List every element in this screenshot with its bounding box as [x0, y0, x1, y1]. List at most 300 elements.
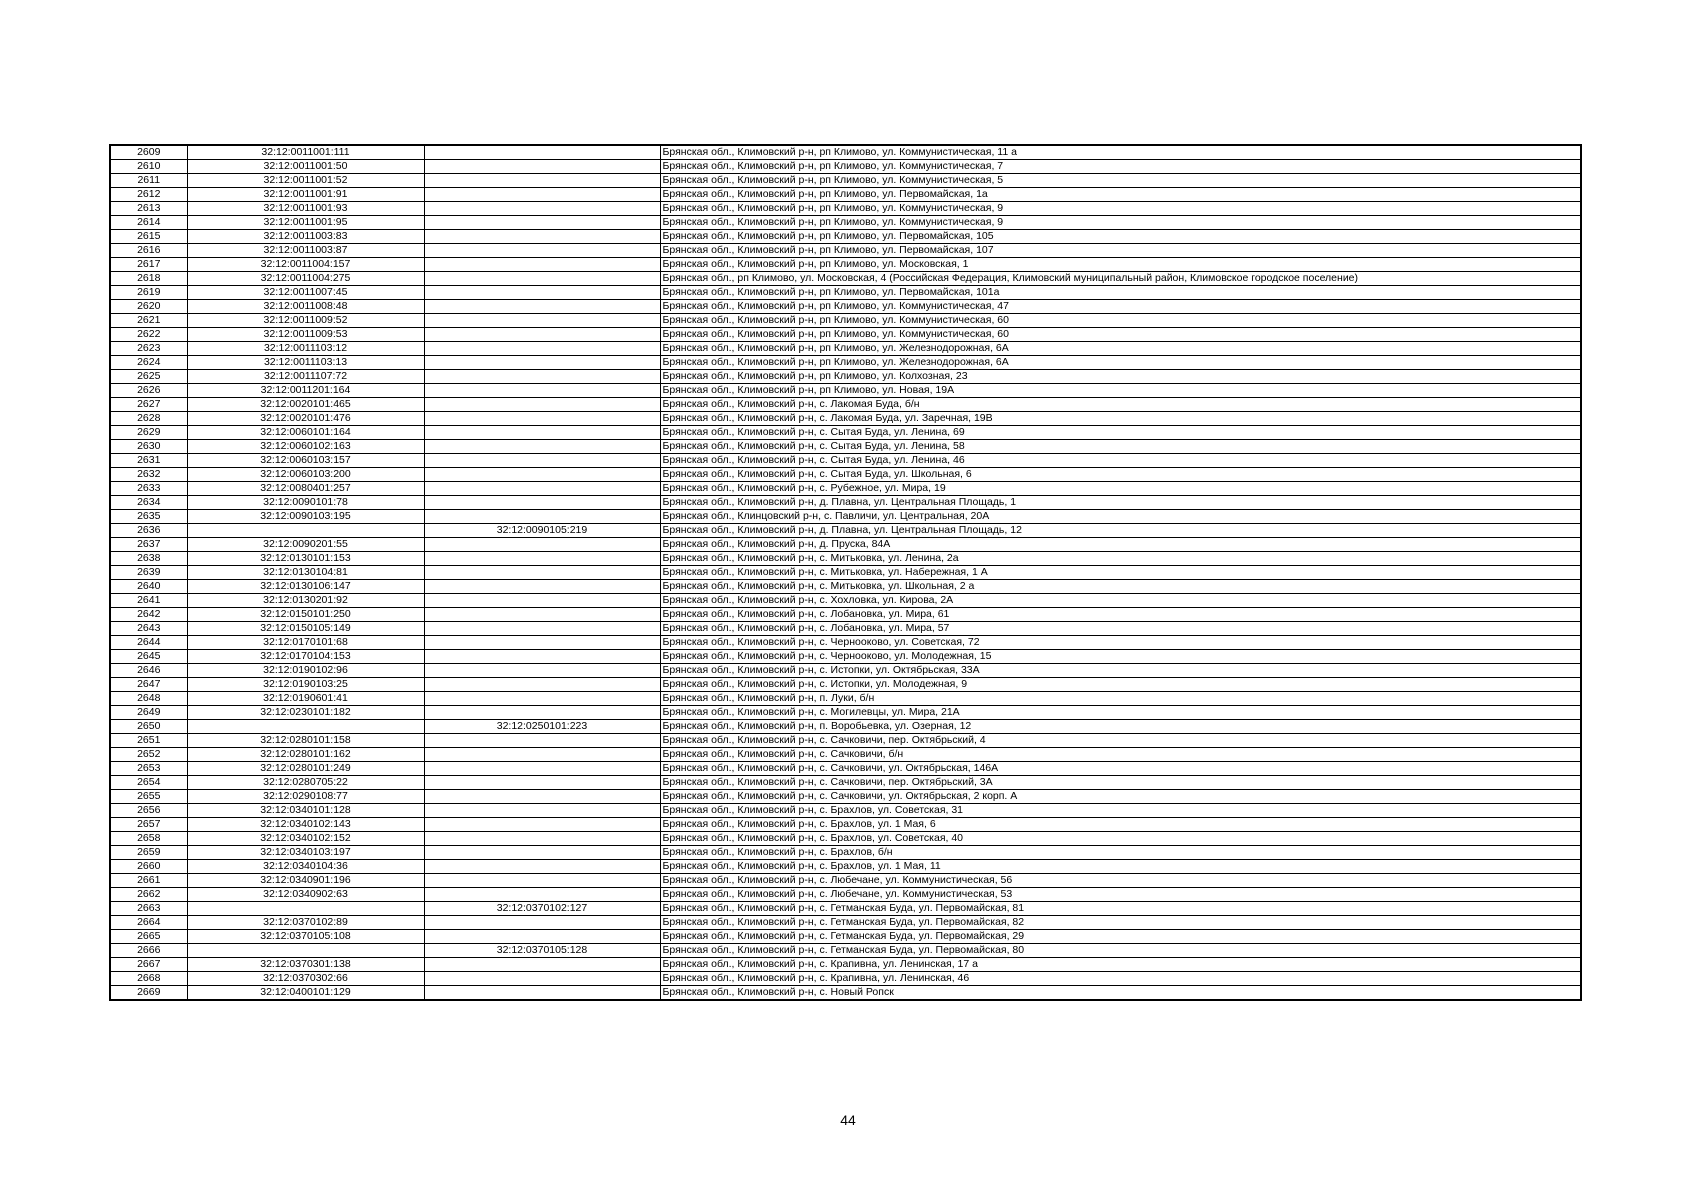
row-number: 2653	[110, 762, 187, 776]
table-row	[110, 160, 1581, 174]
cadastral-number: 32:12:0280101:158	[187, 734, 424, 748]
cadastral-number: 32:12:0020101:465	[187, 398, 424, 412]
table-body	[110, 145, 1581, 1000]
table-row	[110, 804, 1581, 818]
cadastral-number: 32:12:0011103:12	[187, 342, 424, 356]
row-number: 2610	[110, 160, 187, 174]
row-number: 2665	[110, 930, 187, 944]
cadastral-number-secondary	[424, 230, 660, 244]
row-number: 2662	[110, 888, 187, 902]
row-number: 2639	[110, 566, 187, 580]
address: Брянская обл., Климовский р-н, с. Сачковичи, пер. Октябрьский, 4	[660, 734, 1581, 748]
cadastral-number: 32:12:0011001:91	[187, 188, 424, 202]
row-number: 2620	[110, 300, 187, 314]
cadastral-number-secondary: 32:12:0370105:128	[424, 944, 660, 958]
table-row	[110, 930, 1581, 944]
table-row	[110, 776, 1581, 790]
address: Брянская обл., Климовский р-н, д. Плавна, ул. Центральная Площадь, 12	[660, 524, 1581, 538]
cadastral-number-secondary	[424, 636, 660, 650]
row-number: 2616	[110, 244, 187, 258]
row-number: 2631	[110, 454, 187, 468]
address: Брянская обл., Климовский р-н, рп Климово, ул. Коммунистическая, 5	[660, 174, 1581, 188]
cadastral-number-secondary	[424, 986, 660, 1001]
table-row	[110, 202, 1581, 216]
address: Брянская обл., Климовский р-н, с. Сачковичи, ул. Октябрьская, 2 корп. А	[660, 790, 1581, 804]
row-number: 2658	[110, 832, 187, 846]
cadastral-number: 32:12:0011009:53	[187, 328, 424, 342]
table-row	[110, 356, 1581, 370]
row-number: 2648	[110, 692, 187, 706]
row-number: 2619	[110, 286, 187, 300]
cadastral-number-secondary	[424, 398, 660, 412]
row-number: 2627	[110, 398, 187, 412]
address: Брянская обл., Климовский р-н, п. Воробьевка, ул. Озерная, 12	[660, 720, 1581, 734]
cadastral-number-secondary	[424, 160, 660, 174]
row-number: 2621	[110, 314, 187, 328]
address: Брянская обл., Климовский р-н, рп Климово, ул. Коммунистическая, 60	[660, 314, 1581, 328]
cadastral-number: 32:12:0130104:81	[187, 566, 424, 580]
table-row	[110, 944, 1581, 958]
cadastral-number: 32:12:0170104:153	[187, 650, 424, 664]
address: Брянская обл., Климовский р-н, д. Плавна, ул. Центральная Площадь, 1	[660, 496, 1581, 510]
table-row	[110, 188, 1581, 202]
cadastral-number-secondary	[424, 916, 660, 930]
address: Брянская обл., Климовский р-н, рп Климово, ул. Колхозная, 23	[660, 370, 1581, 384]
row-number: 2654	[110, 776, 187, 790]
cadastral-number: 32:12:0060103:200	[187, 468, 424, 482]
table-row	[110, 145, 1581, 160]
table-row	[110, 832, 1581, 846]
table-row	[110, 538, 1581, 552]
address: Брянская обл., Климовский р-н, с. Рубежное, ул. Мира, 19	[660, 482, 1581, 496]
table-row	[110, 342, 1581, 356]
cadastral-number-secondary	[424, 566, 660, 580]
cadastral-number-secondary	[424, 860, 660, 874]
cadastral-number-secondary	[424, 454, 660, 468]
table-row	[110, 482, 1581, 496]
cadastral-number: 32:12:0080401:257	[187, 482, 424, 496]
cadastral-number: 32:12:0130106:147	[187, 580, 424, 594]
address: Брянская обл., Климовский р-н, рп Климово, ул. Новая, 19А	[660, 384, 1581, 398]
address: Брянская обл., Климовский р-н, с. Митьковка, ул. Ленина, 2а	[660, 552, 1581, 566]
address: Брянская обл., Климовский р-н, с. Хохловка, ул. Кирова, 2А	[660, 594, 1581, 608]
table-row	[110, 426, 1581, 440]
cadastral-number-secondary	[424, 930, 660, 944]
table-row	[110, 874, 1581, 888]
cadastral-number-secondary	[424, 706, 660, 720]
cadastral-number-secondary	[424, 538, 660, 552]
cadastral-number-secondary	[424, 622, 660, 636]
cadastral-number-secondary	[424, 314, 660, 328]
row-number: 2643	[110, 622, 187, 636]
row-number: 2656	[110, 804, 187, 818]
cadastral-number-secondary	[424, 608, 660, 622]
address: Брянская обл., Климовский р-н, рп Климово, ул. Коммунистическая, 9	[660, 216, 1581, 230]
table-row	[110, 720, 1581, 734]
cadastral-number: 32:12:0340103:197	[187, 846, 424, 860]
cadastral-number-secondary	[424, 440, 660, 454]
table-row	[110, 958, 1581, 972]
cadastral-number: 32:12:0280101:249	[187, 762, 424, 776]
row-number: 2647	[110, 678, 187, 692]
address: Брянская обл., Климовский р-н, с. Митьковка, ул. Набережная, 1 А	[660, 566, 1581, 580]
cadastral-number: 32:12:0370105:108	[187, 930, 424, 944]
table-row	[110, 846, 1581, 860]
table-row	[110, 678, 1581, 692]
address: Брянская обл., Климовский р-н, рп Климово, ул. Первомайская, 105	[660, 230, 1581, 244]
table-row	[110, 692, 1581, 706]
table-row	[110, 286, 1581, 300]
row-number: 2617	[110, 258, 187, 272]
table-row	[110, 650, 1581, 664]
cadastral-number: 32:12:0011008:48	[187, 300, 424, 314]
row-number: 2669	[110, 986, 187, 1001]
table-row	[110, 510, 1581, 524]
cadastral-number: 32:12:0280705:22	[187, 776, 424, 790]
row-number: 2628	[110, 412, 187, 426]
table-row	[110, 328, 1581, 342]
address: Брянская обл., Климовский р-н, с. Могилевцы, ул. Мира, 21А	[660, 706, 1581, 720]
cadastral-number: 32:12:0011201:164	[187, 384, 424, 398]
cadastral-number: 32:12:0011001:111	[187, 145, 424, 160]
cadastral-number-secondary	[424, 888, 660, 902]
cadastral-number-secondary	[424, 678, 660, 692]
address: Брянская обл., Климовский р-н, с. Крапивна, ул. Ленинская, 46	[660, 972, 1581, 986]
page-number: 44	[840, 1112, 856, 1128]
address: Брянская обл., Климовский р-н, с. Гетманская Буда, ул. Первомайская, 80	[660, 944, 1581, 958]
cadastral-number-secondary	[424, 482, 660, 496]
row-number: 2635	[110, 510, 187, 524]
row-number: 2650	[110, 720, 187, 734]
cadastral-number: 32:12:0090103:195	[187, 510, 424, 524]
cadastral-number-secondary	[424, 804, 660, 818]
table-row	[110, 734, 1581, 748]
cadastral-number-secondary	[424, 818, 660, 832]
row-number: 2634	[110, 496, 187, 510]
row-number: 2638	[110, 552, 187, 566]
table-row	[110, 902, 1581, 916]
cadastral-number: 32:12:0280101:162	[187, 748, 424, 762]
address: Брянская обл., Климовский р-н, п. Луки, б/н	[660, 692, 1581, 706]
row-number: 2625	[110, 370, 187, 384]
row-number: 2613	[110, 202, 187, 216]
table-row	[110, 468, 1581, 482]
row-number: 2618	[110, 272, 187, 286]
cadastral-number: 32:12:0230101:182	[187, 706, 424, 720]
table-row	[110, 622, 1581, 636]
address: Брянская обл., Климовский р-н, с. Сытая Буда, ул. Ленина, 46	[660, 454, 1581, 468]
table-row	[110, 258, 1581, 272]
address: Брянская обл., Климовский р-н, с. Брахлов, б/н	[660, 846, 1581, 860]
cadastral-number-secondary	[424, 412, 660, 426]
row-number: 2609	[110, 145, 187, 160]
cadastral-number	[187, 524, 424, 538]
row-number: 2667	[110, 958, 187, 972]
cadastral-number-secondary	[424, 762, 660, 776]
table-row	[110, 412, 1581, 426]
cadastral-number-secondary	[424, 188, 660, 202]
cadastral-number-secondary	[424, 580, 660, 594]
row-number: 2659	[110, 846, 187, 860]
table-row	[110, 636, 1581, 650]
address: Брянская обл., Климовский р-н, рп Климово, ул. Коммунистическая, 11 а	[660, 145, 1581, 160]
cadastral-number-secondary	[424, 790, 660, 804]
table-row	[110, 888, 1581, 902]
row-number: 2637	[110, 538, 187, 552]
cadastral-number-secondary	[424, 594, 660, 608]
property-table	[109, 144, 1582, 1001]
address: Брянская обл., Климовский р-н, рп Климово, ул. Коммунистическая, 7	[660, 160, 1581, 174]
address: Брянская обл., Климовский р-н, с. Брахлов, ул. 1 Мая, 11	[660, 860, 1581, 874]
cadastral-number-secondary: 32:12:0370102:127	[424, 902, 660, 916]
address: Брянская обл., Климовский р-н, с. Любечане, ул. Коммунистическая, 53	[660, 888, 1581, 902]
address: Брянская обл., Климовский р-н, с. Новый Ропск	[660, 986, 1581, 1001]
cadastral-number: 32:12:0020101:476	[187, 412, 424, 426]
cadastral-number: 32:12:0190103:25	[187, 678, 424, 692]
table-row	[110, 230, 1581, 244]
table-row	[110, 594, 1581, 608]
row-number: 2630	[110, 440, 187, 454]
cadastral-number: 32:12:0011001:93	[187, 202, 424, 216]
cadastral-number-secondary	[424, 468, 660, 482]
row-number: 2623	[110, 342, 187, 356]
row-number: 2633	[110, 482, 187, 496]
cadastral-number: 32:12:0060103:157	[187, 454, 424, 468]
row-number: 2612	[110, 188, 187, 202]
cadastral-number-secondary	[424, 776, 660, 790]
cadastral-number: 32:12:0011007:45	[187, 286, 424, 300]
cadastral-number-secondary	[424, 664, 660, 678]
address: Брянская обл., Климовский р-н, с. Чернооково, ул. Советская, 72	[660, 636, 1581, 650]
cadastral-number: 32:12:0011103:13	[187, 356, 424, 370]
cadastral-number: 32:12:0150105:149	[187, 622, 424, 636]
table-row	[110, 384, 1581, 398]
row-number: 2642	[110, 608, 187, 622]
address: Брянская обл., Климовский р-н, с. Брахлов, ул. 1 Мая, 6	[660, 818, 1581, 832]
cadastral-number-secondary	[424, 748, 660, 762]
cadastral-number: 32:12:0011001:95	[187, 216, 424, 230]
address: Брянская обл., Климовский р-н, с. Лакомая Буда, б/н	[660, 398, 1581, 412]
cadastral-number: 32:12:0370102:89	[187, 916, 424, 930]
cadastral-number: 32:12:0130101:153	[187, 552, 424, 566]
table-row	[110, 748, 1581, 762]
cadastral-number-secondary	[424, 496, 660, 510]
table-row	[110, 398, 1581, 412]
address: Брянская обл., Климовский р-н, с. Митьковка, ул. Школьная, 2 а	[660, 580, 1581, 594]
cadastral-number: 32:12:0190601:41	[187, 692, 424, 706]
address: Брянская обл., рп Климово, ул. Московская, 4 (Российская Федерация, Климовский муниципальный район, Климовское городское поселение)	[660, 272, 1581, 286]
row-number: 2624	[110, 356, 187, 370]
table-row	[110, 370, 1581, 384]
table-row	[110, 314, 1581, 328]
address: Брянская обл., Климовский р-н, рп Климово, ул. Коммунистическая, 9	[660, 202, 1581, 216]
address: Брянская обл., Климовский р-н, рп Климово, ул. Первомайская, 107	[660, 244, 1581, 258]
cadastral-number: 32:12:0370302:66	[187, 972, 424, 986]
cadastral-number-secondary	[424, 286, 660, 300]
address: Брянская обл., Климовский р-н, с. Чернооково, ул. Молодежная, 15	[660, 650, 1581, 664]
cadastral-number: 32:12:0340902:63	[187, 888, 424, 902]
address: Брянская обл., Климовский р-н, с. Любечане, ул. Коммунистическая, 56	[660, 874, 1581, 888]
cadastral-number: 32:12:0060102:163	[187, 440, 424, 454]
address: Брянская обл., Климовский р-н, с. Лакомая Буда, ул. Заречная, 19В	[660, 412, 1581, 426]
cadastral-number-secondary: 32:12:0090105:219	[424, 524, 660, 538]
cadastral-number-secondary	[424, 356, 660, 370]
cadastral-number: 32:12:0340102:152	[187, 832, 424, 846]
cadastral-number-secondary	[424, 174, 660, 188]
cadastral-number: 32:12:0170101:68	[187, 636, 424, 650]
cadastral-number-secondary	[424, 972, 660, 986]
cadastral-number-secondary	[424, 650, 660, 664]
row-number: 2649	[110, 706, 187, 720]
row-number: 2632	[110, 468, 187, 482]
table-row	[110, 986, 1581, 1001]
address: Брянская обл., Климовский р-н, с. Лобановка, ул. Мира, 57	[660, 622, 1581, 636]
cadastral-number: 32:12:0011003:83	[187, 230, 424, 244]
cadastral-number: 32:12:0150101:250	[187, 608, 424, 622]
row-number: 2615	[110, 230, 187, 244]
cadastral-number-secondary	[424, 552, 660, 566]
address: Брянская обл., Климовский р-н, с. Гетманская Буда, ул. Первомайская, 81	[660, 902, 1581, 916]
table-row	[110, 216, 1581, 230]
cadastral-number-secondary	[424, 958, 660, 972]
cadastral-number: 32:12:0290108:77	[187, 790, 424, 804]
cadastral-number-secondary	[424, 202, 660, 216]
address: Брянская обл., Климовский р-н, рп Климово, ул. Железнодорожная, 6А	[660, 356, 1581, 370]
cadastral-number: 32:12:0011003:87	[187, 244, 424, 258]
cadastral-number-secondary	[424, 874, 660, 888]
cadastral-number-secondary	[424, 692, 660, 706]
address: Брянская обл., Климовский р-н, с. Гетманская Буда, ул. Первомайская, 82	[660, 916, 1581, 930]
row-number: 2664	[110, 916, 187, 930]
table-row	[110, 818, 1581, 832]
cadastral-number-secondary	[424, 342, 660, 356]
address: Брянская обл., Клинцовский р-н, с. Павличи, ул. Центральная, 20А	[660, 510, 1581, 524]
address: Брянская обл., Климовский р-н, с. Лобановка, ул. Мира, 61	[660, 608, 1581, 622]
row-number: 2641	[110, 594, 187, 608]
cadastral-number-secondary	[424, 300, 660, 314]
address: Брянская обл., Климовский р-н, с. Гетманская Буда, ул. Первомайская, 29	[660, 930, 1581, 944]
address: Брянская обл., Климовский р-н, рп Климово, ул. Коммунистическая, 60	[660, 328, 1581, 342]
table-row	[110, 454, 1581, 468]
table-row	[110, 860, 1581, 874]
table-row	[110, 608, 1581, 622]
cadastral-number-secondary: 32:12:0250101:223	[424, 720, 660, 734]
table-row	[110, 300, 1581, 314]
address: Брянская обл., Климовский р-н, с. Истопки, ул. Октябрьская, 33А	[660, 664, 1581, 678]
cadastral-number-secondary	[424, 244, 660, 258]
table-row	[110, 440, 1581, 454]
table-row	[110, 580, 1581, 594]
row-number: 2660	[110, 860, 187, 874]
cadastral-number: 32:12:0090201:55	[187, 538, 424, 552]
cadastral-number-secondary	[424, 426, 660, 440]
address: Брянская обл., Климовский р-н, с. Сачковичи, б/н	[660, 748, 1581, 762]
row-number: 2655	[110, 790, 187, 804]
row-number: 2644	[110, 636, 187, 650]
row-number: 2611	[110, 174, 187, 188]
row-number: 2666	[110, 944, 187, 958]
address: Брянская обл., Климовский р-н, с. Брахлов, ул. Советская, 31	[660, 804, 1581, 818]
row-number: 2657	[110, 818, 187, 832]
cadastral-number: 32:12:0340101:128	[187, 804, 424, 818]
row-number: 2640	[110, 580, 187, 594]
cadastral-number-secondary	[424, 384, 660, 398]
address: Брянская обл., Климовский р-н, с. Сытая Буда, ул. Ленина, 58	[660, 440, 1581, 454]
row-number: 2626	[110, 384, 187, 398]
address: Брянская обл., Климовский р-н, с. Истопки, ул. Молодежная, 9	[660, 678, 1581, 692]
cadastral-number: 32:12:0060101:164	[187, 426, 424, 440]
table-row	[110, 972, 1581, 986]
cadastral-number: 32:12:0011107:72	[187, 370, 424, 384]
table-row	[110, 566, 1581, 580]
address: Брянская обл., Климовский р-н, с. Крапивна, ул. Ленинская, 17 а	[660, 958, 1581, 972]
address: Брянская обл., Климовский р-н, с. Сытая Буда, ул. Школьная, 6	[660, 468, 1581, 482]
address: Брянская обл., Климовский р-н, с. Брахлов, ул. Советская, 40	[660, 832, 1581, 846]
cadastral-number-secondary	[424, 832, 660, 846]
row-number: 2629	[110, 426, 187, 440]
row-number: 2661	[110, 874, 187, 888]
cadastral-number: 32:12:0340102:143	[187, 818, 424, 832]
row-number: 2646	[110, 664, 187, 678]
cadastral-number: 32:12:0011001:50	[187, 160, 424, 174]
cadastral-number: 32:12:0090101:78	[187, 496, 424, 510]
cadastral-number: 32:12:0370301:138	[187, 958, 424, 972]
cadastral-number-secondary	[424, 272, 660, 286]
cadastral-number: 32:12:0011004:275	[187, 272, 424, 286]
table-row	[110, 244, 1581, 258]
address: Брянская обл., Климовский р-н, д. Пруска, 84А	[660, 538, 1581, 552]
table-row	[110, 496, 1581, 510]
cadastral-number-secondary	[424, 216, 660, 230]
address: Брянская обл., Климовский р-н, с. Сачковичи, ул. Октябрьская, 146А	[660, 762, 1581, 776]
cadastral-number: 32:12:0130201:92	[187, 594, 424, 608]
table-row	[110, 762, 1581, 776]
table-row	[110, 272, 1581, 286]
table-row	[110, 552, 1581, 566]
cadastral-number	[187, 720, 424, 734]
row-number: 2645	[110, 650, 187, 664]
row-number: 2663	[110, 902, 187, 916]
address: Брянская обл., Климовский р-н, с. Сачковичи, пер. Октябрьский, 3А	[660, 776, 1581, 790]
cadastral-number-secondary	[424, 258, 660, 272]
cadastral-number-secondary	[424, 370, 660, 384]
address: Брянская обл., Климовский р-н, с. Сытая Буда, ул. Ленина, 69	[660, 426, 1581, 440]
table-row	[110, 664, 1581, 678]
row-number: 2636	[110, 524, 187, 538]
address: Брянская обл., Климовский р-н, рп Климово, ул. Железнодорожная, 6А	[660, 342, 1581, 356]
cadastral-number: 32:12:0011004:157	[187, 258, 424, 272]
address: Брянская обл., Климовский р-н, рп Климово, ул. Первомайская, 101а	[660, 286, 1581, 300]
table-row	[110, 916, 1581, 930]
row-number: 2668	[110, 972, 187, 986]
cadastral-number-secondary	[424, 734, 660, 748]
table-row	[110, 790, 1581, 804]
row-number: 2622	[110, 328, 187, 342]
row-number: 2651	[110, 734, 187, 748]
row-number: 2652	[110, 748, 187, 762]
cadastral-number: 32:12:0400101:129	[187, 986, 424, 1001]
cadastral-number: 32:12:0011001:52	[187, 174, 424, 188]
address: Брянская обл., Климовский р-н, рп Климово, ул. Коммунистическая, 47	[660, 300, 1581, 314]
table-row	[110, 706, 1581, 720]
cadastral-number: 32:12:0190102:96	[187, 664, 424, 678]
cadastral-number-secondary	[424, 145, 660, 160]
table-row	[110, 524, 1581, 538]
cadastral-number	[187, 902, 424, 916]
cadastral-number: 32:12:0340104:36	[187, 860, 424, 874]
cadastral-number	[187, 944, 424, 958]
cadastral-number: 32:12:0340901:196	[187, 874, 424, 888]
